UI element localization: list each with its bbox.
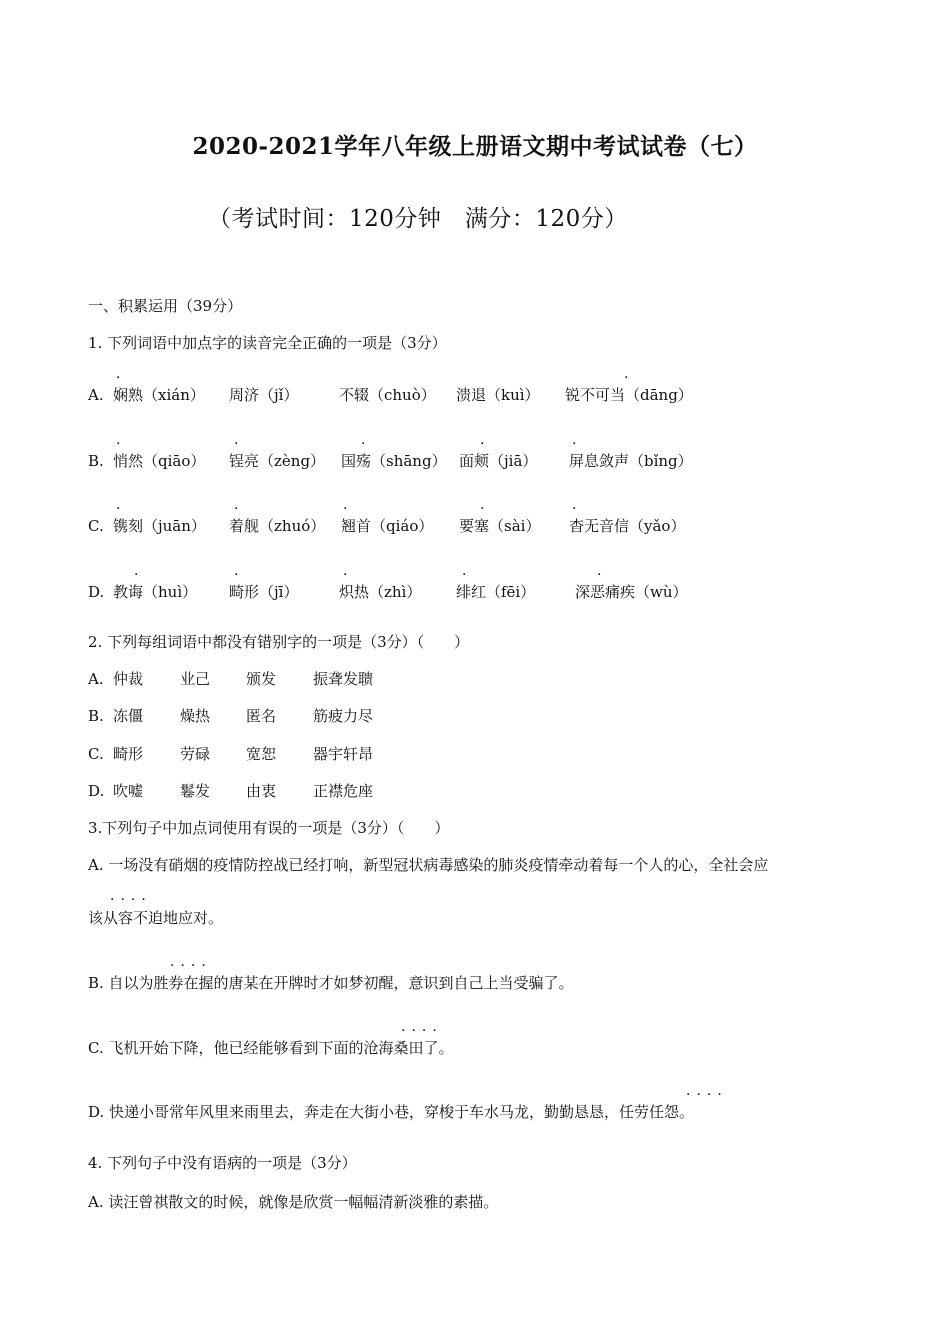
emphasis-dot: · bbox=[480, 436, 491, 452]
emphasis-dot: · bbox=[116, 436, 127, 452]
option-label: D. bbox=[88, 782, 105, 800]
list-item: 器宇轩昂 bbox=[313, 745, 374, 763]
q2-option-d bbox=[88, 781, 488, 801]
emphasis-dot: · bbox=[343, 501, 354, 517]
list-item: 周济（jǐ） bbox=[229, 386, 299, 404]
option-label: D. bbox=[88, 583, 105, 601]
q1-option-b bbox=[88, 451, 888, 471]
q3-stem: 3.下列句子中加点词使用有误的一项是（3分）（ ） bbox=[88, 819, 450, 837]
emphasis-dot: · bbox=[480, 501, 491, 517]
list-item: 杳无音信（yǎo） bbox=[569, 517, 686, 535]
q1-option-a bbox=[88, 385, 888, 405]
q4-stem: 4. 下列句子中没有语病的一项是（3分） bbox=[88, 1154, 357, 1172]
emphasis-dot: · bbox=[343, 567, 354, 583]
list-item: 燥热 bbox=[180, 707, 211, 725]
list-item: 振聋发聩 bbox=[313, 670, 374, 688]
q2-option-a bbox=[88, 669, 488, 689]
list-item: 深恶痛疾（wù） bbox=[575, 583, 688, 601]
list-item: 悄然（qiāo） bbox=[113, 452, 206, 470]
option-label: B. bbox=[88, 707, 104, 725]
list-item: 屏息敛声（bǐng） bbox=[569, 452, 693, 470]
page-title: 2020-2021学年八年级上册语文期中考试试卷（七） bbox=[192, 133, 758, 160]
section-heading: 一、积累运用（39分） bbox=[88, 297, 243, 315]
q3-option-d: D. 快递小哥常年风里来雨里去，奔走在大街小巷，穿梭于车水马龙，勤勤恳恳，任劳任怨。 bbox=[88, 1103, 695, 1121]
option-label: B. bbox=[88, 452, 104, 470]
list-item: 由衷 bbox=[246, 782, 277, 800]
list-item: 劳碌 bbox=[180, 745, 211, 763]
list-item: 溃退（kuì） bbox=[456, 386, 540, 404]
emphasis-dot: · bbox=[572, 436, 583, 452]
list-item: 鬈发 bbox=[180, 782, 211, 800]
emphasis-dot: · bbox=[462, 567, 473, 583]
q4-option-a: A. 读汪曾祺散文的时候，就像是欣赏一幅幅清新淡雅的素描。 bbox=[88, 1193, 499, 1211]
list-item: 翘首（qiáo） bbox=[341, 517, 434, 535]
list-item: 吹嘘 bbox=[113, 782, 144, 800]
list-item: 筋疲力尽 bbox=[313, 707, 374, 725]
option-label: A. bbox=[88, 670, 104, 688]
option-label: A. bbox=[88, 386, 104, 404]
exam-info: （考试时间：120分钟 满分：120分） bbox=[208, 206, 628, 232]
list-item: 镌刻（juān） bbox=[113, 517, 206, 535]
list-item: 着舰（zhuó） bbox=[229, 517, 326, 535]
list-item: 颁发 bbox=[246, 670, 277, 688]
q1-option-c bbox=[88, 516, 888, 536]
emphasis-dot: · bbox=[234, 436, 245, 452]
q1-option-d bbox=[88, 582, 888, 602]
emphasis-dots: ···· bbox=[686, 1087, 728, 1103]
list-item: 炽热（zhì） bbox=[339, 583, 422, 601]
list-item: 面颊（jiā） bbox=[459, 452, 538, 470]
q2-option-b bbox=[88, 706, 488, 726]
list-item: 不辍（chuò） bbox=[339, 386, 436, 404]
list-item: 绯红（fēi） bbox=[456, 583, 536, 601]
list-item: 锐不可当（dāng） bbox=[565, 386, 693, 404]
list-item: 宽恕 bbox=[246, 745, 277, 763]
emphasis-dots: ···· bbox=[170, 958, 212, 974]
emphasis-dot: · bbox=[597, 567, 608, 583]
emphasis-dot: · bbox=[624, 370, 635, 386]
list-item: 仲裁 bbox=[113, 670, 144, 688]
list-item: 娴熟（xián） bbox=[113, 386, 205, 404]
emphasis-dot: · bbox=[361, 436, 372, 452]
emphasis-dot: · bbox=[116, 501, 127, 517]
list-item: 国殇（shāng） bbox=[341, 452, 447, 470]
q2-stem: 2. 下列每组词语中都没有错别字的一项是（3分）（ ） bbox=[88, 633, 470, 651]
option-label: C. bbox=[88, 517, 104, 535]
list-item: 畸形 bbox=[113, 745, 144, 763]
emphasis-dot: · bbox=[134, 567, 145, 583]
q1-stem: 1. 下列词语中加点字的读音完全正确的一项是（3分） bbox=[88, 334, 447, 352]
list-item: 锃亮（zèng） bbox=[229, 452, 326, 470]
option-label: C. bbox=[88, 745, 104, 763]
emphasis-dot: · bbox=[572, 501, 583, 517]
list-item: 教诲（huì） bbox=[113, 583, 198, 601]
list-item: 畸形（jī） bbox=[229, 583, 299, 601]
list-item: 冻僵 bbox=[113, 707, 144, 725]
emphasis-dot: · bbox=[234, 501, 245, 517]
list-item: 要塞（sài） bbox=[459, 517, 541, 535]
q3-option-b: B. 自以为胜券在握的唐某在开牌时才如梦初醒，意识到自己上当受骗了。 bbox=[88, 974, 574, 992]
q2-option-c bbox=[88, 744, 488, 764]
list-item: 正襟危座 bbox=[313, 782, 374, 800]
q3-option-a-cont: 该从容不迫地应对。 bbox=[88, 909, 224, 927]
emphasis-dots: ···· bbox=[110, 892, 152, 908]
emphasis-dot: · bbox=[116, 370, 127, 386]
q3-option-c: C. 飞机开始下降，他已经能够看到下面的沧海桑田了。 bbox=[88, 1039, 454, 1057]
emphasis-dots: ···· bbox=[401, 1023, 443, 1039]
emphasis-dot: · bbox=[234, 567, 245, 583]
q3-option-a: A. 一场没有硝烟的疫情防控战已经打响，新型冠状病毒感染的肺炎疫情牵动着每一个人的心，全社会应 bbox=[88, 856, 769, 874]
list-item: 匿名 bbox=[246, 707, 277, 725]
list-item: 业己 bbox=[180, 670, 211, 688]
